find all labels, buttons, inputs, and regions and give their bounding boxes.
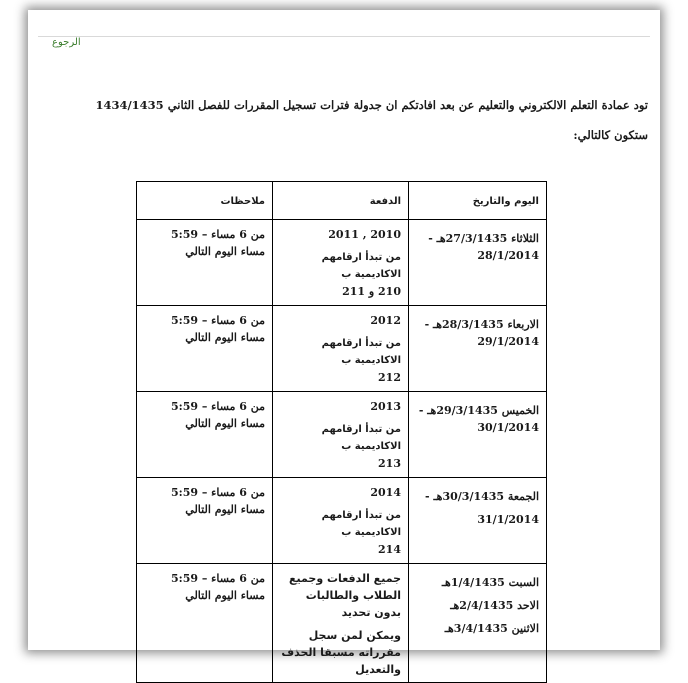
day-cell [409,564,547,683]
table-header-row [137,182,547,220]
day-label: الاحد 2/4/1435هـ [450,599,539,612]
day-cell [409,306,547,392]
date-label: 28/1/2014 [477,249,539,262]
day-cell [409,392,547,478]
table-row [137,306,547,392]
day-cell [409,478,547,564]
notes-cell: من 6 مساء – 5:59 مساء اليوم التالي [137,564,273,683]
notes-cell: من 6 مساء – 5:59 مساء اليوم التالي [137,220,273,306]
header-batch: الدفعة [273,182,409,220]
date-label: 30/1/2014 [477,421,539,434]
table-row [137,478,547,564]
back-link[interactable]: الرجوع [52,37,81,48]
day-label: الخميس 29/3/1435هـ - [418,404,539,417]
batch-note-numbers: 213 [378,457,401,470]
top-divider [38,36,650,37]
header-day-date: اليوم والتاريخ [409,182,547,220]
batch-main: 2014 [370,486,401,499]
batch-cell [273,392,409,478]
table-row [137,220,547,306]
intro-followup: ستكون كالتالي: [573,128,648,142]
notes-cell: من 6 مساء – 5:59 مساء اليوم التالي [137,392,273,478]
batch-cell [273,220,409,306]
day-cell [409,220,547,306]
batch-cell [273,478,409,564]
day-label: الاربعاء 28/3/1435هـ - [424,318,539,331]
intro-paragraph: تود عمادة التعلم الالكتروني والتعليم عن بعد افادتكم ان جدولة فترات تسجيل المقررات للفصل الثاني 1434/1435 [95,98,648,112]
header-notes: ملاحظات [137,182,273,220]
table-row [137,392,547,478]
day-label: الثلاثاء 27/3/1435هـ - [428,232,539,245]
batch-main: جميع الدفعات وجميع الطلاب والطالبات بدون تحديد [289,572,401,619]
date-label: 29/1/2014 [477,335,539,348]
batch-note: من تبدأ ارقامهم الاكاديمية ب [321,424,401,452]
batch-note: ويمكن لمن سجل مقرراته مسبقا الحذف والتعديل [281,629,401,676]
notes-cell: من 6 مساء – 5:59 مساء اليوم التالي [137,478,273,564]
batch-note: من تبدأ ارقامهم الاكاديمية ب [321,252,401,280]
date-label: 31/1/2014 [477,513,539,526]
batch-main: 2010 , 2011 [328,228,401,241]
day-label: السبت 1/4/1435هـ [441,576,539,589]
batch-note: من تبدأ ارقامهم الاكاديمية ب [321,510,401,538]
batch-note: من تبدأ ارقامهم الاكاديمية ب [321,338,401,366]
batch-main: 2012 [370,314,401,327]
batch-cell [273,564,409,683]
batch-note-numbers: 214 [378,543,401,556]
registration-schedule-table [136,181,547,683]
document-page [28,10,660,676]
batch-note-numbers: 212 [378,371,401,384]
notes-cell: من 6 مساء – 5:59 مساء اليوم التالي [137,306,273,392]
batch-cell [273,306,409,392]
day-label: الاثنين 3/4/1435هـ [444,622,539,635]
table-row [137,564,547,683]
day-label: الجمعة 30/3/1435هـ - [425,490,539,503]
batch-note-numbers: 210 و 211 [342,285,401,298]
batch-main: 2013 [370,400,401,413]
